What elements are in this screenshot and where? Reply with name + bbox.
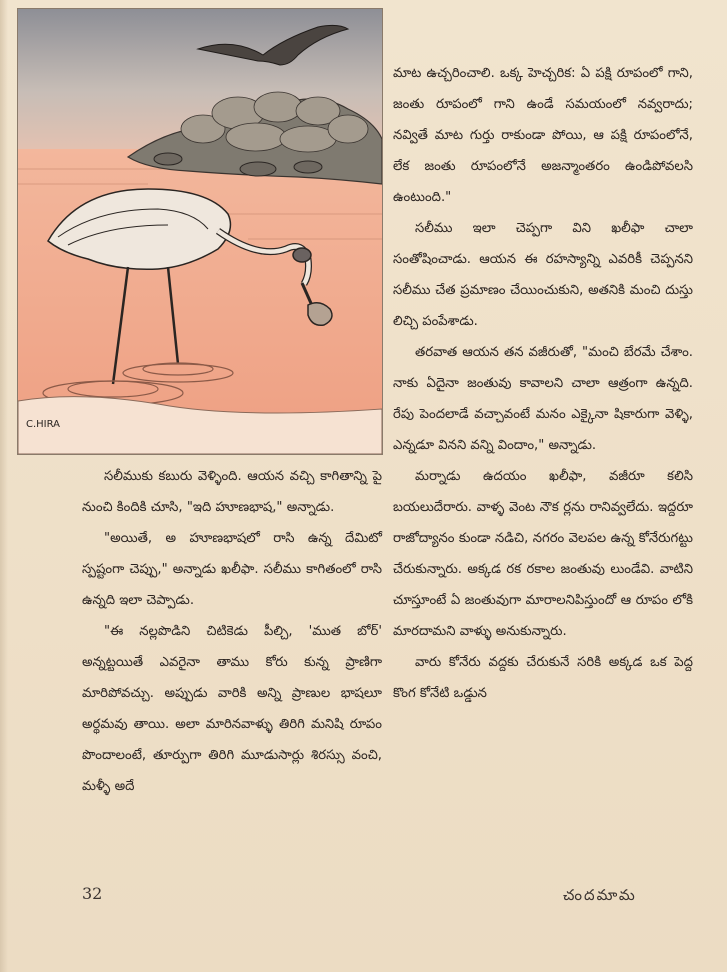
paragraph: మర్నాడు ఉదయం ఖలీఫా, వజీరూ కలిసి బయలుదేరారు. వాళ్ళ వెంట నౌక ర్లను రానివ్వలేదు. ఇద్దరూ రాజోద్యానం కుండా నడిచి, నగరం వెలపల ఉన్న కోనేరుగట్టు చేరుకున్నారు. అక్కడ రక రకాల జంతువు లుండేవి. వాటిని చూస్తూంటే ఏ జంతువుగా మారాలనిపిస్తుందో ఆ రూపం లోకి మారదామని వాళ్ళు అనుకున్నారు. [393, 469, 693, 639]
paragraph: "ఈ నల్లపొడిని చిటికెడు పీల్చి, 'ముత బోర్' అన్నట్టయితే ఎవరైనా తాము కోరు కున్న ప్రాణిగా మారిపోవచ్చు. అప్పుడు వారికి అన్ని ప్రాణుల భాషలూ అర్థమవు తాయి. అలా మారినవాళ్ళు తిరిగి మనిషి రూపం పొందాలంటే, తూర్పుగా తిరిగి మూడుసార్లు శిరస్సు వంచి, మళ్ళీ అదే [82, 624, 382, 794]
left-text-column [82, 461, 382, 802]
page-spine-shadow [0, 0, 8, 972]
paragraph: సలీము ఇలా చెప్పగా విని ఖలీఫా చాలా సంతోషించాడు. ఆయన ఈ రహస్యాన్ని ఎవరికీ చెప్పనని సలీము చేత ప్రమాణం చేయించుకుని, అతనికి మంచి దుస్తు లిచ్చి పంపేశాడు. [393, 221, 694, 329]
paragraph: "అయితే, అ హూణభాషలో రాసి ఉన్న దేమిటో స్పష్టంగా చెప్పు," అన్నాడు ఖలీఫా. సలీము కాగితంలో రాసి ఉన్నది ఇలా చెప్పాడు. [82, 531, 382, 608]
magazine-name: చందమామ [563, 886, 637, 904]
artist-signature: C.HIRA [26, 419, 61, 430]
paragraph: వారు కోనేరు వద్దకు చేరుకునే సరికి అక్కడ ఒక పెద్ద కొంగ కోనేటి ఒడ్డున [393, 655, 693, 701]
paragraph: మాట ఉచ్చరించాలి. ఒక్క హెచ్చరిక: ఏ పక్షి రూపంలో గాని, జంతు రూపంలో గాని ఉండే సమయంలో నవ్వరాదు; నవ్వితే మాట గుర్తు రాకుండా పోయి, ఆ పక్షి రూపంలోనే, లేక జంతు రూపంలోనే అజన్మాంతరం ఉండిపోవలసి ఉంటుంది." [393, 66, 693, 205]
page-number: 32 [82, 884, 103, 903]
paragraph: సలీముకు కబురు వెళ్ళింది. ఆయన వచ్చి కాగితాన్ని పై నుంచి కిందికి చూసి, "ఇది హూణభాష," అన్నాడు. [82, 469, 382, 515]
stork-illustration [17, 8, 383, 455]
paragraph: తరవాత ఆయన తన వజీరుతో, "మంచి బేరమే చేశాం. నాకు ఏదైనా జంతువు కావాలని చాలా ఆత్రంగా ఉన్నది. రేపు పెందలాడే వచ్చావంటే మనం ఎక్కైనా షికారుగా వెళ్ళి, ఎన్నడూ వినని వన్ని విందాం," అన్నాడు. [393, 345, 693, 453]
right-text-column [393, 58, 693, 709]
